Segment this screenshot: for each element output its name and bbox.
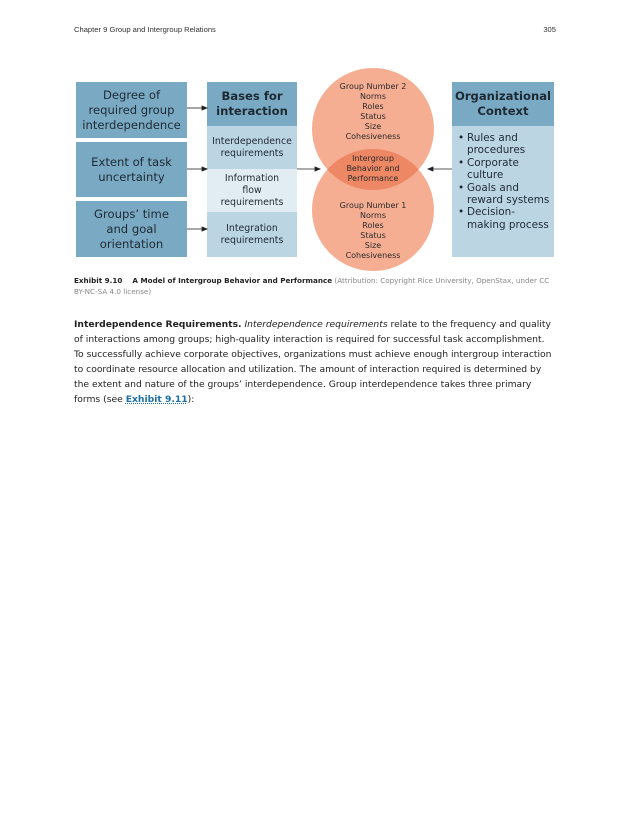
- arrow-head: [428, 167, 433, 171]
- arrow-head: [202, 167, 207, 171]
- org-list-item: • Rules and procedures: [458, 132, 526, 157]
- group1-text: [323, 201, 423, 261]
- org-list-item: • Goals and reward systems: [458, 181, 550, 207]
- arrow-head: [202, 227, 207, 231]
- bases-item-label: Information flow requirements: [220, 172, 284, 208]
- paragraph-term: Interdependence requirements: [244, 319, 388, 330]
- group2-item: Status: [360, 112, 386, 121]
- org-list-item: • Decision-making process: [458, 206, 549, 231]
- exhibit-link[interactable]: Exhibit 9.11: [125, 394, 188, 405]
- paragraph-text: relate to the frequency and quality of interactions among groups; high-quality interaction is required for successful task accomplishment. To successfully achieve corporate objectives, organizations must achieve enough intergroup interaction to coordinate resource allocation and utilization. The amount of interaction required is determined by the extent and nature of the groups’ interdependence. Group interdependence takes three primary forms (see: [74, 319, 552, 405]
- group1-item: Roles: [362, 221, 384, 230]
- group2-item: Norms: [360, 92, 386, 101]
- org-list: [452, 126, 554, 257]
- bases-title: Bases for interaction: [216, 89, 288, 118]
- group1-item: Status: [360, 231, 386, 240]
- org-title: Organizational Context: [454, 89, 552, 118]
- group1-item: Size: [364, 241, 382, 250]
- left-box-label: Degree of required group interdependence: [82, 87, 181, 132]
- group2-item: Cohesiveness: [345, 132, 401, 141]
- arrow-head: [315, 167, 320, 171]
- left-box-label: Groups’ time and goal orientation: [94, 206, 169, 251]
- caption-attribution: (Attribution: Copyright Rice University, OpenStax, under CC BY-NC-SA 4.0 license): [74, 276, 550, 296]
- group1-item: Norms: [360, 211, 386, 220]
- group2-item: Roles: [362, 102, 384, 111]
- org-item-label: Goals and reward systems: [467, 181, 550, 207]
- bases-item-label: Integration requirements: [220, 222, 284, 246]
- paragraph-tail: ):: [187, 394, 195, 405]
- exhibit-figure: [0, 0, 630, 280]
- chapter-title: Chapter 9 Group and Intergroup Relations: [74, 25, 216, 34]
- bases-item-label: Interdependence requirements: [212, 135, 292, 159]
- org-item-label: Rules and procedures: [467, 132, 526, 157]
- figure-caption: [74, 275, 556, 297]
- org-item-label: Decision-making process: [467, 206, 549, 231]
- group2-text: [323, 82, 423, 142]
- overlap-label: Intergroup Behavior and Performance: [346, 154, 400, 183]
- group1-item: Cohesiveness: [345, 251, 401, 260]
- org-item-label: Corporate culture: [467, 156, 519, 182]
- body-paragraph: [74, 317, 556, 407]
- org-list-item: • Corporate culture: [458, 156, 519, 182]
- overlap-text: [343, 154, 403, 184]
- group2-item: Size: [364, 122, 382, 131]
- group1-title: Group Number 1: [339, 201, 407, 210]
- org-title-box: [452, 82, 554, 126]
- paragraph-lead: Interdependence Requirements.: [74, 319, 242, 330]
- page-number: 305: [543, 25, 556, 34]
- caption-label: Exhibit 9.10 A Model of Intergroup Behavior and Performance: [74, 276, 333, 285]
- group2-title: Group Number 2: [339, 82, 407, 91]
- left-box-label: Extent of task uncertainty: [91, 154, 172, 184]
- arrow-head: [202, 106, 207, 110]
